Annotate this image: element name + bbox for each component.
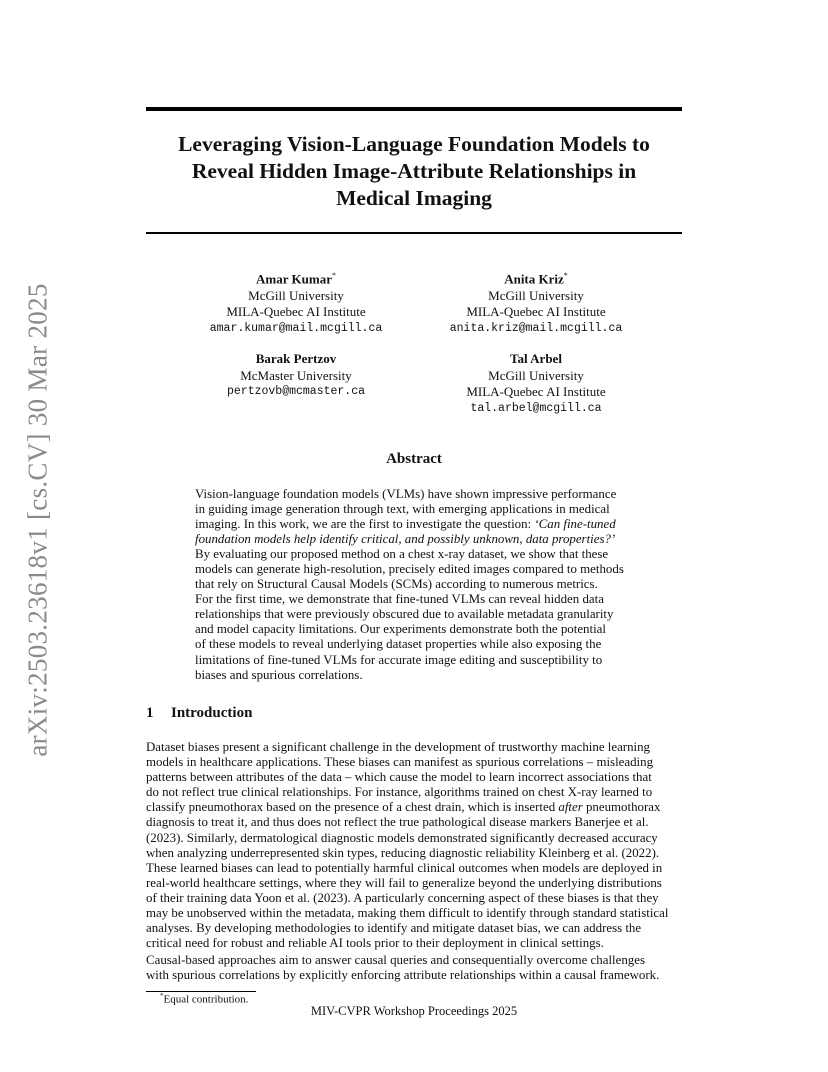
author-block <box>186 268 406 337</box>
author-block <box>186 351 406 401</box>
intro-paragraph: Causal-based approaches aim to answer causal queries and consequentially overcome challenges with spurious correlations by explicitly enforcing attribute relationships within a causal framework. <box>146 953 660 983</box>
author-affiliation: McGill University <box>248 287 344 303</box>
section-title: Introduction <box>171 705 253 721</box>
abstract-heading: Abstract <box>386 451 442 467</box>
author-email[interactable]: amar.kumar@mail.mcgill.ca <box>209 321 383 335</box>
author-affiliation: MILA-Quebec AI Institute <box>226 304 366 320</box>
intro-paragraph: Dataset biases present a significant challenge in the development of trustworthy machine learning models in healthcare applications. These biases can manifest as spurious correlations – misleading patterns between attributes of the data – which cause the model to learn incorrect associations that do not reflect true clinical relationships. For instance, algorithms trained on chest X-ray learned to classify pneumothorax based on the presence of a chest drain, which is inserted after pneumothorax diagnosis to treat it, and thus does not reflect the true pathological disease markers Banerjee et al. (2023). Similarly, dermatological diagnostic models demonstrated significantly decreased accuracy when analyzing underrepresented skin types, reducing diagnostic reliability Kleinberg et al. (2022). These learned biases can lead to potentially harmful clinical outcomes when models are deployed in real-world healthcare settings, where they will fail to generalize beyond the underlying distributions of their training data Yoon et al. (2023). A particularly concerning aspect of these biases is that they may be unobserved within the metadata, making them difficult to identify through standard statistical analyses. By developing methodologies to identify and mitigate dataset bias, we can address the critical need for robust and reliable AI tools prior to their deployment in clinical settings. <box>146 740 669 951</box>
author-name: Amar Kumar* <box>256 271 336 287</box>
title-top-rule <box>146 107 682 111</box>
author-email[interactable]: anita.kriz@mail.mcgill.ca <box>449 321 623 335</box>
footnote: *Equal contribution. <box>160 992 249 1006</box>
author-name: Anita Kriz* <box>504 271 568 287</box>
title-line: Medical Imaging <box>336 186 492 210</box>
paper-title <box>146 131 682 212</box>
section-number: 1 <box>146 705 154 721</box>
author-email[interactable]: tal.arbel@mcgill.ca <box>470 401 602 415</box>
author-block <box>426 351 646 417</box>
author-affiliation: MILA-Quebec AI Institute <box>466 384 606 399</box>
author-affiliation: McGill University <box>488 287 584 303</box>
author-name: Tal Arbel <box>510 351 562 366</box>
arxiv-identifier <box>22 285 54 755</box>
author-block <box>426 268 646 337</box>
venue-footer: MIV-CVPR Workshop Proceedings 2025 <box>310 1004 518 1018</box>
abstract-text: Vision-language foundation models (VLMs) have shown impressive performance in guiding image generation through text, with emerging applications in medical imaging. In this work, we are the first to investigate the question: ‘Can fine-tuned foundation models help identify critical, and possibly unknown, data properties?’ By evaluating our proposed method on a chest x-ray dataset, we show that these models can generate high-resolution, precisely edited images compared to methods that rely on Structural Causal Models (SCMs) according to numerous metrics. For the first time, we demonstrate that fine-tuned VLMs can reveal hidden data relationships that were previously obscured due to available metadata granularity and model capacity limitations. Our experiments demonstrate both the potential of these models to reveal underlying dataset properties while also exposing the limitations of fine-tuned VLMs for accurate image editing and susceptibility to biases and spurious correlations. <box>195 487 624 682</box>
author-name: Barak Pertzov <box>255 351 337 366</box>
author-affiliation: McGill University <box>488 367 584 383</box>
author-email[interactable]: pertzovb@mcmaster.ca <box>226 385 366 398</box>
section-heading <box>146 705 252 722</box>
title-line: Leveraging Vision-Language Foundation Models to <box>178 132 650 156</box>
title-bottom-rule <box>146 232 682 234</box>
arxiv-identifier-text: arXiv:2503.23618v1 [cs.CV] 30 Mar 2025 <box>22 283 53 757</box>
author-affiliation: McMaster University <box>240 367 352 383</box>
author-affiliation: MILA-Quebec AI Institute <box>466 304 606 320</box>
title-line: Reveal Hidden Image-Attribute Relationships in <box>191 159 637 183</box>
